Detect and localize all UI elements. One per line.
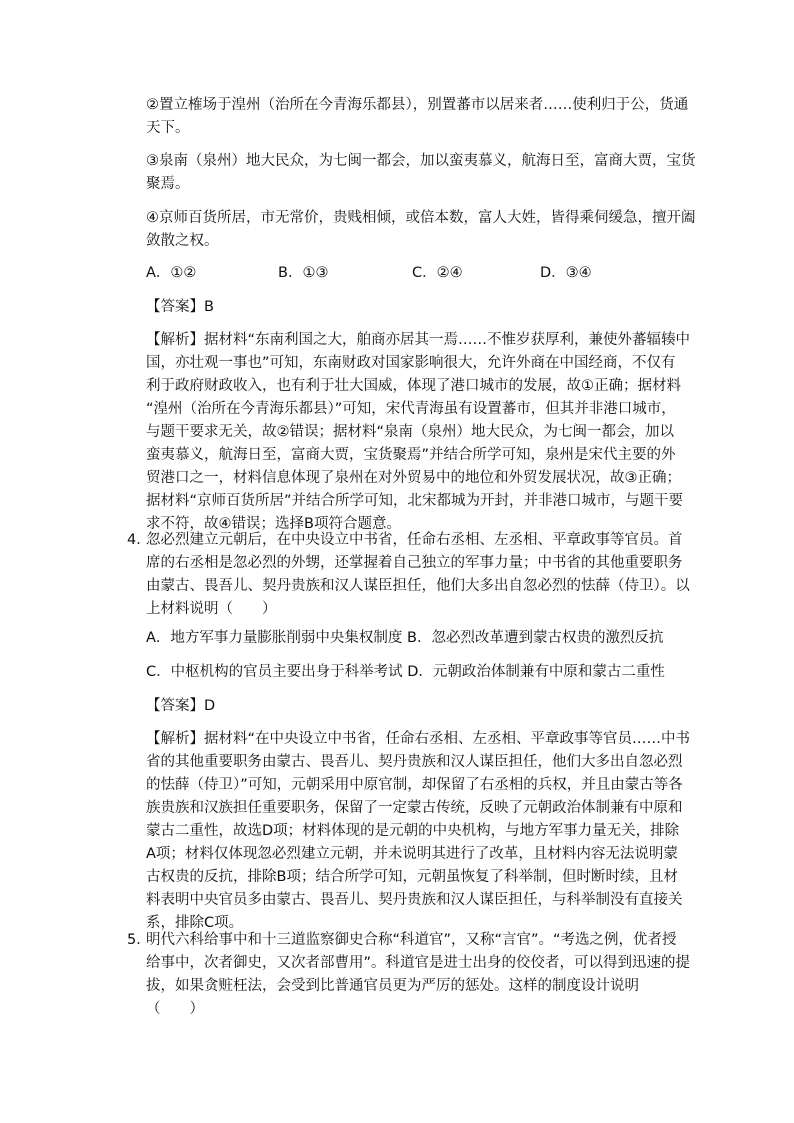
text-line: 古权贵的反抗，排除B项；结合所学可知，元朝虽恢复了科举制，但时断时续，且材: [146, 869, 678, 885]
text-line: 据材料“京师百货所居”并结合所学可知，北宋都城为开封，并非港口城市，与题干要: [146, 493, 684, 509]
text-line: 席的右丞相是忽必烈的外甥，还掌握着自己独立的军事力量；中书省的其他重要职务: [146, 555, 683, 571]
q4-stem: [146, 529, 690, 621]
text-line: 国，亦壮观一事也”可知，东南财政对国家影响很大，允许外商在中国经商，不仅有: [146, 355, 676, 371]
text-line: 天下。: [146, 120, 190, 136]
text-line: 【解析】据材料“东南利国之大，舶商亦居其一焉……不惟岁获厚利，兼使外蕃辐辏中: [146, 332, 691, 348]
text-line: 省的其他重要职务由蒙古、畏吾儿、契丹贵族和汉人谋臣担任，他们大多出自忽必烈: [146, 754, 683, 770]
q3-analysis: [146, 329, 691, 536]
q5-stem: [146, 929, 691, 1021]
text-line: 敛散之权。: [146, 233, 219, 249]
text-line: 上材料说明（ ）: [146, 601, 277, 617]
q3-answer: 【答案】B: [146, 299, 214, 315]
q3-material-3: [146, 150, 696, 196]
option-a[interactable]: A．①②: [146, 265, 197, 281]
q4-analysis: [146, 728, 691, 935]
question-number: 5．: [127, 932, 151, 948]
text-line: 忽必烈建立元朝后，在中央设立中书省，任命右丞相、左丞相、平章政事等官员。首: [146, 532, 683, 548]
text-line: 蒙古二重性，故选D项；材料体现的是元朝的中央机构，与地方军事力量无关，排除: [146, 823, 680, 839]
text-line: 与题干要求无关，故②错误；据材料“泉南（泉州）地大民众，为七闽一都会，加以: [146, 424, 675, 440]
text-line: ③泉南（泉州）地大民众，为七闽一都会，加以蛮夷慕义，航海日至，富商大贾，宝货: [146, 153, 696, 169]
text-line: 蛮夷慕义，航海日至，富商大贾，宝货聚焉”并结合所学可知，泉州是宋代主要的外: [146, 447, 676, 463]
q3-material-4: [146, 207, 696, 253]
text-line: 由蒙古、畏吾儿、契丹贵族和汉人谋臣担任，他们大多出自忽必烈的怯薛（侍卫）。以: [146, 578, 690, 594]
text-line: A项；材料仅体现忽必烈建立元朝，并未说明其进行了改革，且材料内容无法说明蒙: [146, 846, 678, 862]
text-line: 聚焉。: [146, 176, 190, 192]
q4-answer: 【答案】D: [146, 698, 216, 714]
text-line: 料表明中央官员多由蒙古、畏吾儿、契丹贵族和汉人谋臣担任，与科举制没有直接关: [146, 892, 683, 908]
text-line: “湟州（治所在今青海乐都县）”可知，宋代青海虽有设置蕃市，但其并非港口城市，: [146, 401, 676, 417]
text-line: 求不符，故④错误；选择B项符合题意。: [146, 516, 401, 532]
text-line: ④京师百货所居，市无常价，贵贱相倾，或倍本数，富人大姓，皆得乘伺缓急，擅开阖: [146, 210, 696, 226]
q4-options-row-2[interactable]: C．中枢机构的官员主要出身于科举考试 D．元朝政治体制兼有中原和蒙古二重性: [146, 664, 665, 680]
text-line: 的怯薛（侍卫）”可知，元朝采用中原官制，却保留了右丞相的兵权，并且由蒙古等各: [146, 777, 683, 793]
q3-options: [146, 262, 620, 285]
text-line: 族贵族和汉族担任重要职务，保留了一定蒙古传统，反映了元朝政治体制兼有中原和: [146, 800, 683, 816]
text-line: 贸港口之一，材料信息体现了泉州在对外贸易中的地位和外贸发展状况，故③正确；: [146, 470, 681, 486]
q4-options-row-1[interactable]: A．地方军事力量膨胀削弱中央集权制度 B．忽必烈改革遭到蒙古权贵的激烈反抗: [146, 630, 664, 646]
text-line: 利于政府财政收入，也有利于壮大国威，体现了港口城市的发展，故①正确；据材料: [146, 378, 681, 394]
text-line: 【解析】据材料“在中央设立中书省，任命右丞相、左丞相、平章政事等官员……中书: [146, 731, 691, 747]
text-line: 拔，如果贪赃枉法，会受到比普通官员更为严厉的惩处。这样的制度设计说明: [146, 978, 639, 994]
text-line: 系，排除C项。: [146, 915, 244, 931]
text-line: ②置立榷场于湟州（治所在今青海乐都县），别置蕃市以居来者……使利归于公，货通: [146, 97, 689, 113]
text-line: 给事中，次者御史，又次者部曹用”。科道官是进士出身的佼佼者，可以得到迅速的提: [146, 955, 691, 971]
question-number: 4．: [127, 532, 151, 548]
text-line: （ ）: [146, 1001, 204, 1017]
option-b[interactable]: B．①③: [278, 265, 329, 281]
option-d[interactable]: D．③④: [540, 265, 592, 281]
q3-material-2: [146, 94, 689, 140]
text-line: 明代六科给事中和十三道监察御史合称“科道官”，又称“言官”。“考选之例，优者授: [146, 932, 677, 948]
option-c[interactable]: C．②④: [412, 265, 463, 281]
